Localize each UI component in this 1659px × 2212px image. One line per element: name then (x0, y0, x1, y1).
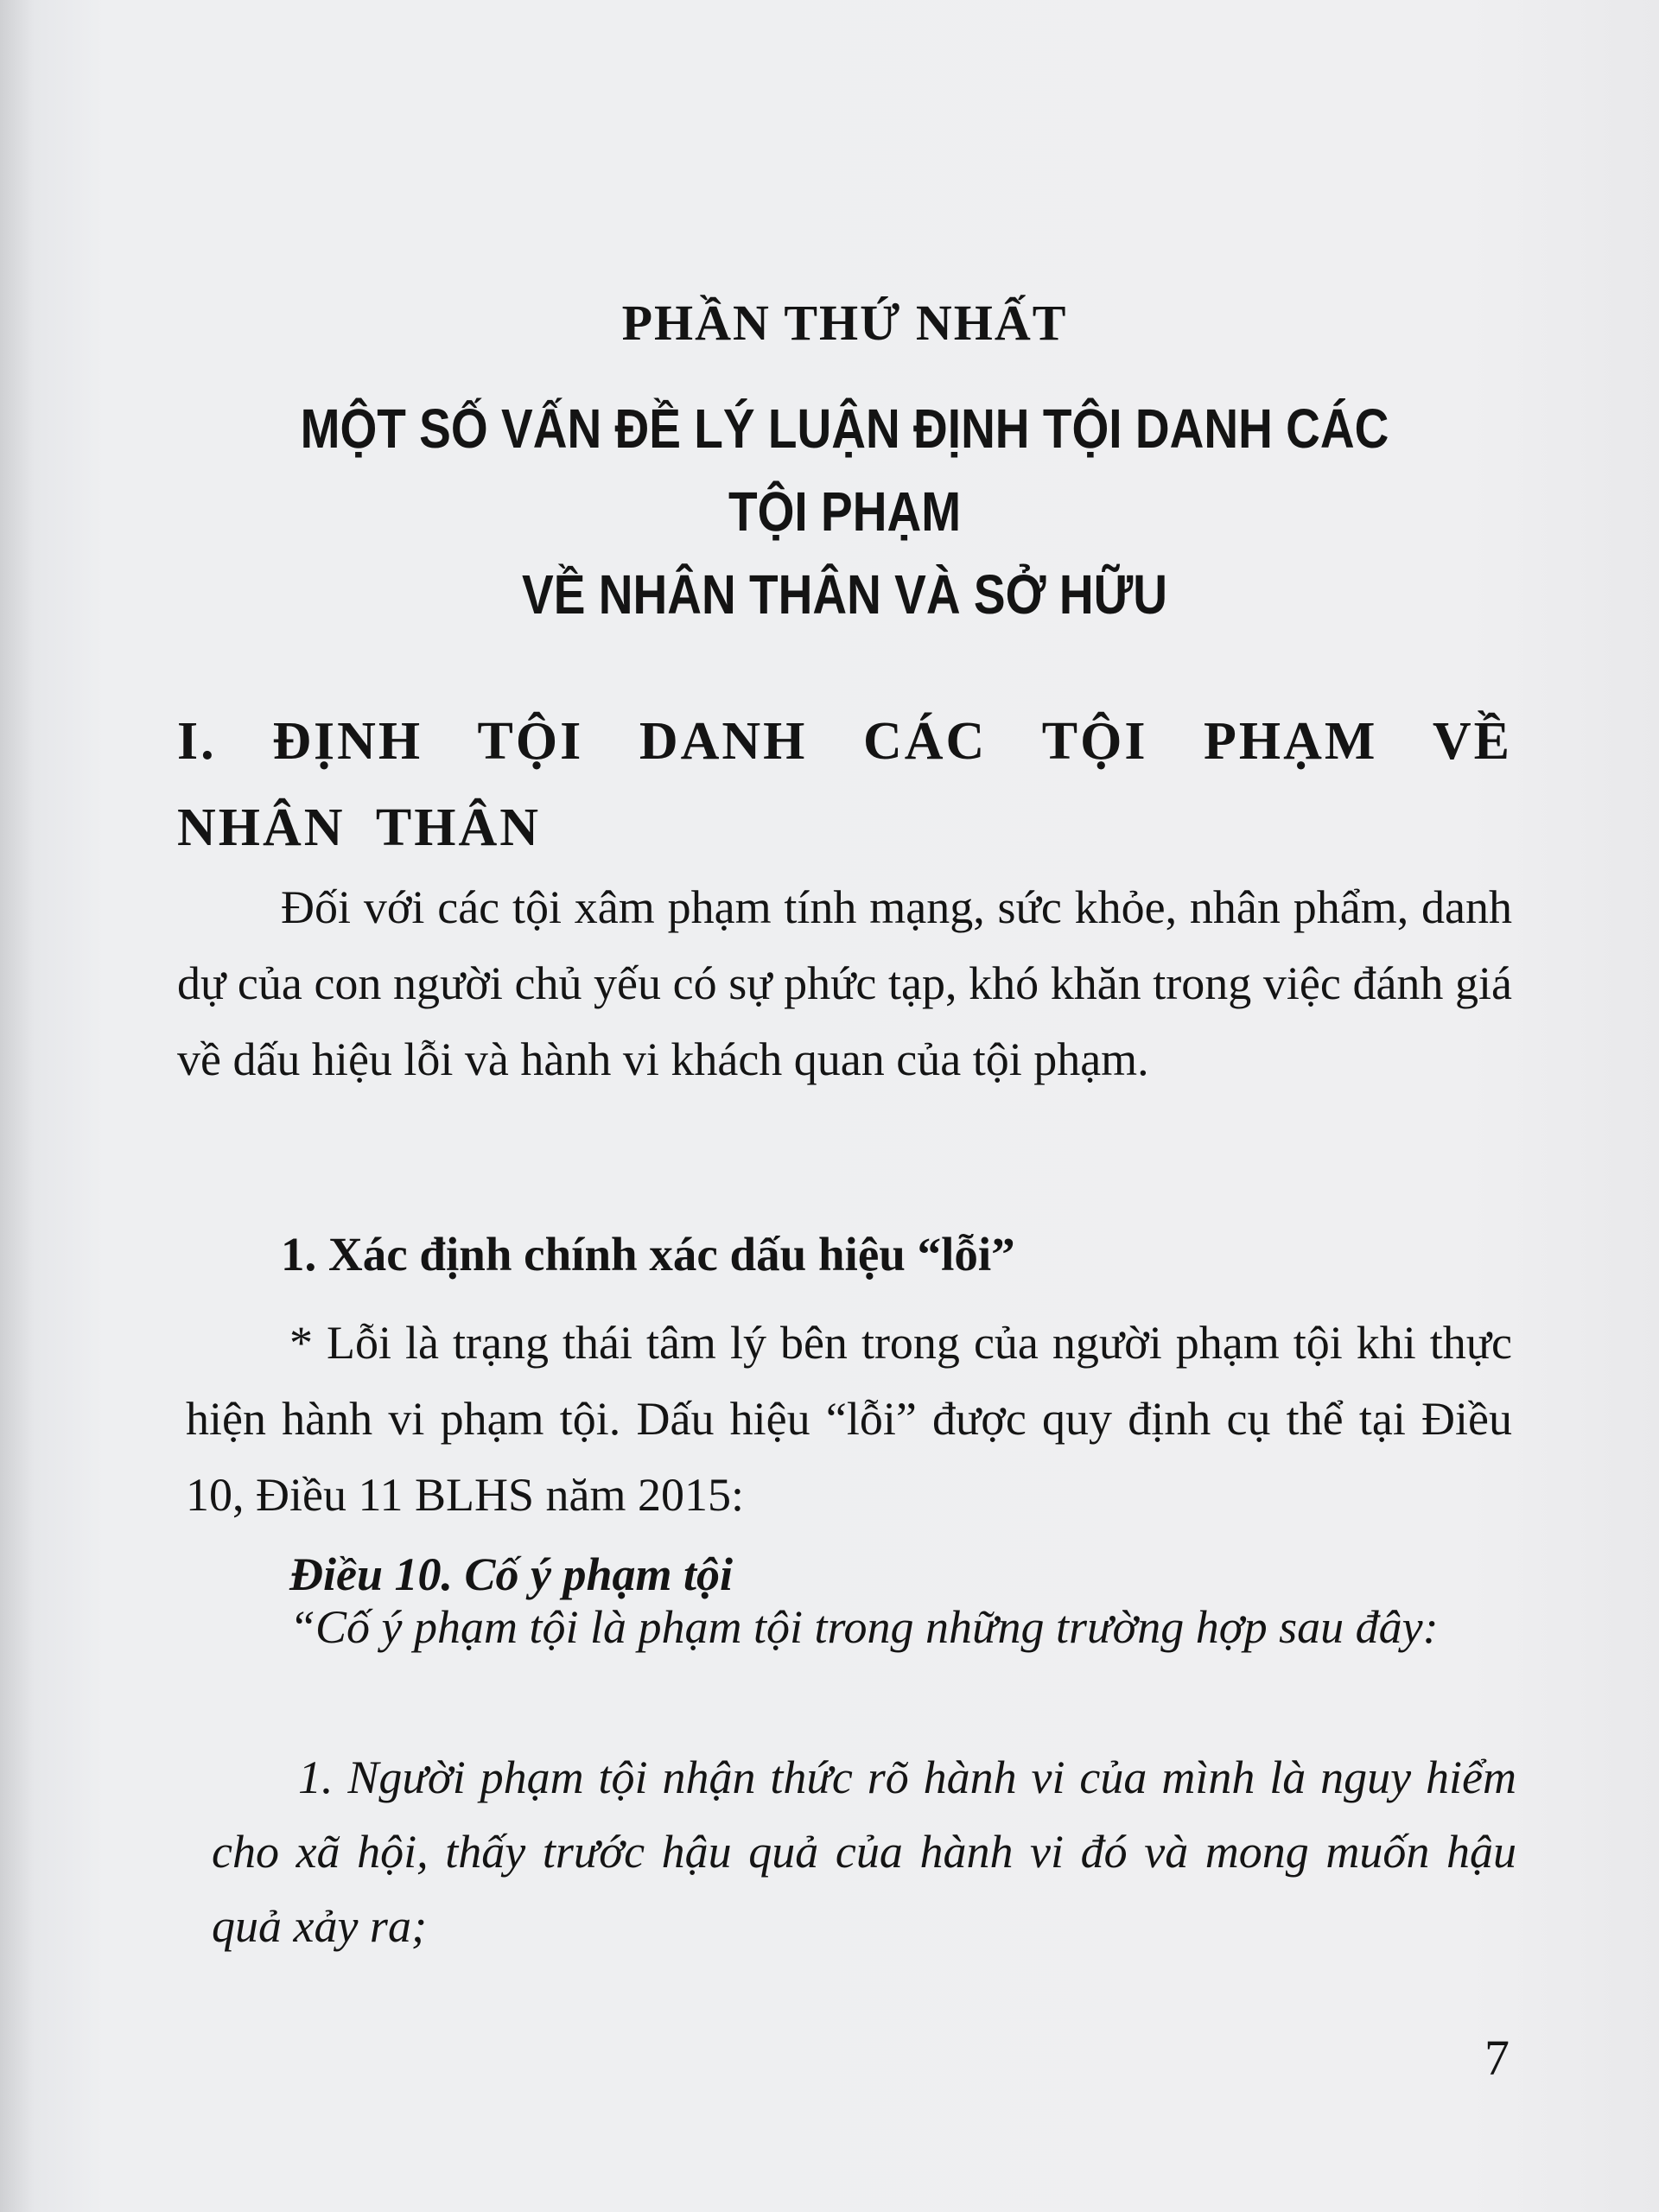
paragraph-1: Đối với các tội xâm phạm tính mạng, sức khỏe, nhân phẩm, danh dự của con người chủ yếu có sự phức tạp, khó khăn trong việc đánh giá về dấu hiệu lỗi và hành vi khách quan của tội phạm. (177, 881, 1512, 1085)
sub-heading: 1. Xác định chính xác dấu hiệu “lỗi” (281, 1228, 1015, 1281)
article-title: Điều 10. Cố ý phạm tội (289, 1548, 734, 1600)
topic-title-line-2: VỀ NHÂN THÂN VÀ SỞ HỮU (521, 563, 1168, 626)
section-heading: I. ĐỊNH TỘI DANH CÁC TỘI PHẠM VỀ NHÂN THÂN (177, 712, 1512, 857)
topic-title (270, 387, 1419, 636)
paragraph-2: * Lỗi là trạng thái tâm lý bên trong của người phạm tội khi thực hiện hành vi phạm tội. Dấu hiệu “lỗi” được quy định cụ thể tại Điều 10, Điều 11 BLHS năm 2015: (186, 1317, 1512, 1521)
part-title: PHẦN THỨ NHẤT (621, 295, 1068, 351)
quote-2: 1. Người phạm tội nhận thức rõ hành vi của mình là nguy hiểm cho xã hội, thấy trước hậu quả của hành vi đó và mong muốn hậu quả xảy ra; (212, 1751, 1516, 1952)
page-number: 7 (1484, 2030, 1510, 2086)
topic-title-line-1: MỘT SỐ VẤN ĐỀ LÝ LUẬN ĐỊNH TỘI DANH CÁC TỘI PHẠM (300, 397, 1389, 543)
quote-1: “Cố ý phạm tội là phạm tội trong những trường hợp sau đây: (289, 1601, 1439, 1653)
